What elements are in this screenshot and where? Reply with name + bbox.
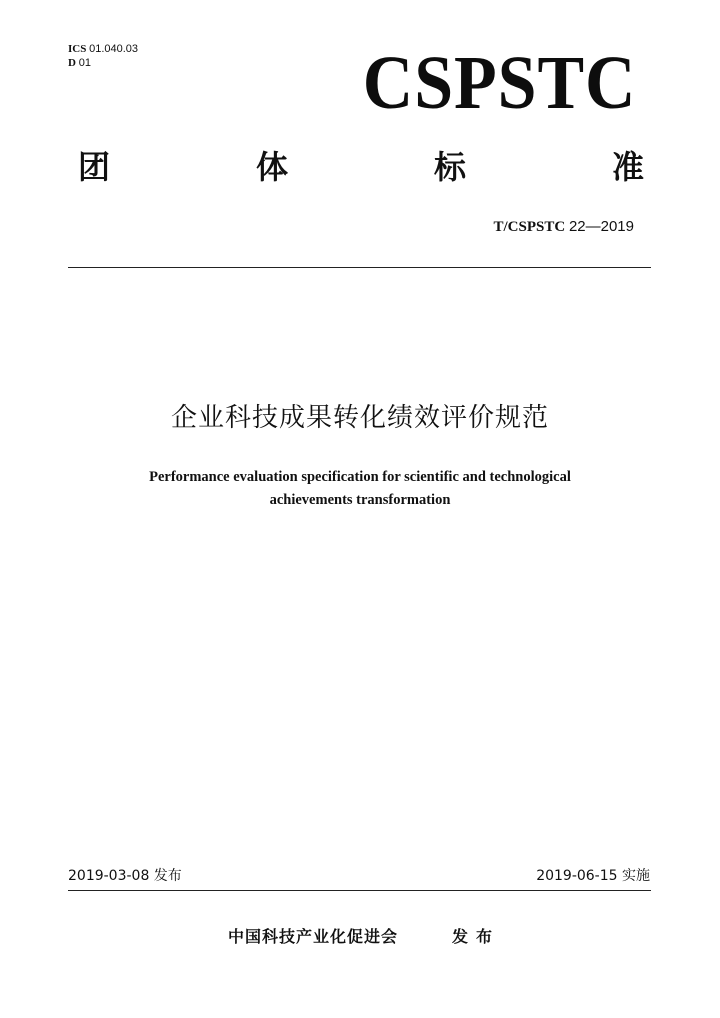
publisher-name: 中国科技产业化促进会 [228, 927, 399, 946]
standard-type-heading [78, 146, 644, 188]
standard-type-char: 体 [255, 148, 288, 186]
standard-type-char: 团 [78, 148, 111, 186]
organization-logo-text: CSPSTC [362, 41, 636, 125]
ics-label: ICS [68, 43, 87, 55]
ics-line [68, 42, 138, 56]
standard-number-value: 22—2019 [568, 218, 634, 235]
standard-type-char: 标 [433, 148, 466, 186]
standard-type-char: 准 [611, 148, 644, 186]
standard-number-prefix: T/CSPSTC [493, 219, 566, 235]
title-chinese: 企业科技成果转化绩效评价规范 [170, 403, 549, 433]
bottom-divider [68, 890, 651, 891]
issue-date: 2019-03-08 发布 [68, 868, 182, 884]
publish-label: 发布 [452, 927, 501, 946]
title-english-line-1: Performance evaluation specification for scientific and technological [149, 469, 571, 485]
top-divider [68, 267, 651, 268]
ics-code: 01.040.03 [89, 43, 139, 55]
ccs-label: D [68, 57, 76, 69]
standard-number [493, 218, 634, 236]
title-english-line-2: achievements transformation [269, 492, 451, 508]
ccs-line [68, 56, 138, 70]
ccs-code: 01 [78, 57, 91, 69]
classification-codes [68, 42, 138, 70]
implementation-date: 2019-06-15 实施 [536, 868, 650, 884]
title-english [0, 466, 720, 512]
